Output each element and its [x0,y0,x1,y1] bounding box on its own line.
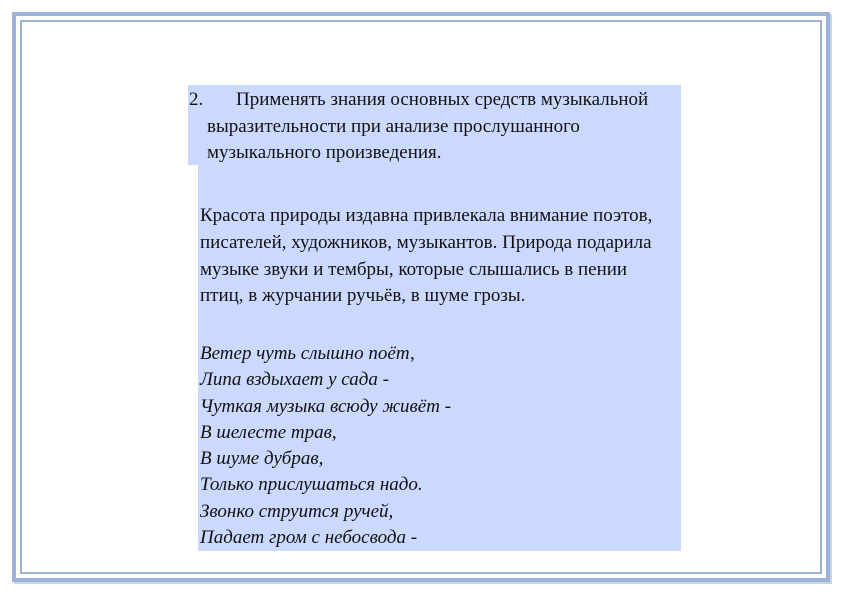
poem-line: Падает гром с небосвода - [200,527,418,549]
list-item-text: Применять знания основных средств музыкальной выразительности при анализе прослушанного музыкального произведения. [207,89,649,163]
list-number: 2. [189,89,204,110]
intro-paragraph: Красота природы издавна привлекала внимание поэтов, писателей, художников, музыкантов. Природа подарила музыке звуки и тембры, которые слышались в пении птиц, в журчании ручьёв, в шуме грозы. [200,205,653,307]
poem-line: Звонко струится ручей, [200,500,394,522]
poem-line: В шуме дубрав, [200,448,324,470]
poem-line: Чуткая музыка всюду живёт - [200,395,452,417]
objective-list-item [189,87,679,167]
poem [200,341,670,551]
poem-line: В шелесте трав, [200,421,337,443]
poem-line: Только прислушаться надо. [200,474,423,496]
poem-line: Липа вздыхает у сада - [200,369,389,391]
poem-line: Ветер чуть слышно поёт, [200,343,415,364]
